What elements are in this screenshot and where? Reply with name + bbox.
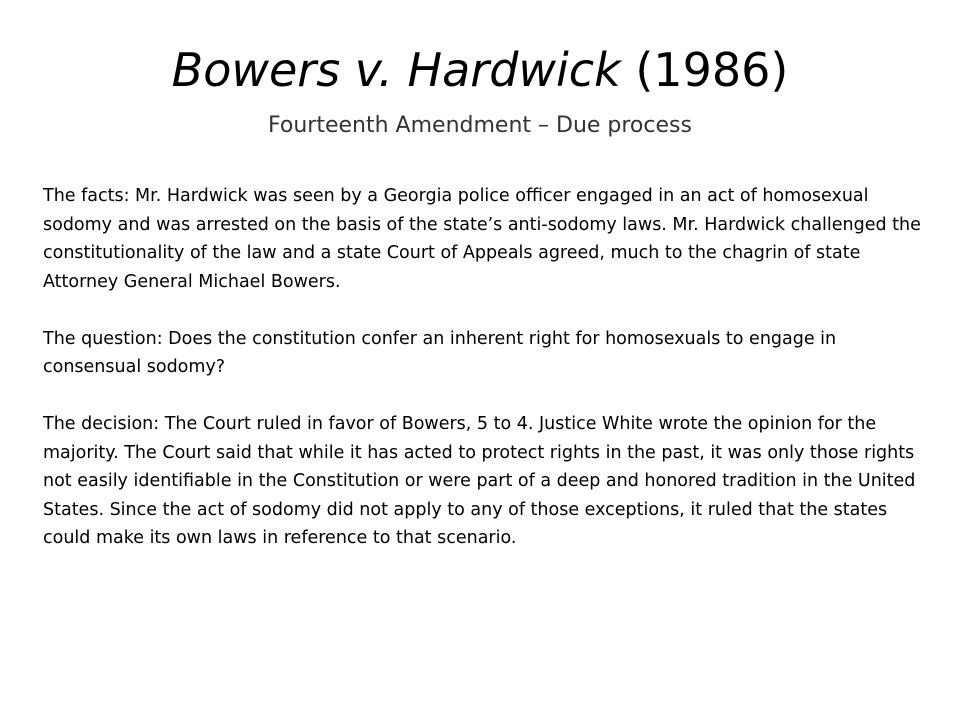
slide-subtitle: Fourteenth Amendment – Due process bbox=[268, 113, 692, 138]
title-case-name: Bowers v. Hardwick bbox=[171, 43, 621, 97]
question-paragraph: The question: Does the constitution confer an inherent right for homosexuals to engage in consensual sodomy? bbox=[43, 328, 837, 377]
title-year: (1986) bbox=[620, 43, 789, 97]
facts-paragraph: The facts: Mr. Hardwick was seen by a Georgia police officer engaged in an act of homosexual sodomy and was arrested on the basis of the state’s anti-sodomy laws. Mr. Hardwick challenged the constitutionality of the law and a state Court of Appeals agreed, much to the chagrin of state Attorney General Michael Bowers. bbox=[43, 186, 921, 292]
decision-paragraph: The decision: The Court ruled in favor of Bowers, 5 to 4. Justice White wrote the opinion for the majority. The Court said that while it has acted to protect rights in the past, it was only those rights not easily identifiable in the Constitution or were part of a deep and honored tradition in the United States. Since the act of sodomy did not apply to any of those exceptions, it ruled that the states could make its own laws in reference to that scenario. bbox=[43, 414, 916, 548]
slide-body bbox=[43, 182, 923, 553]
slide-title bbox=[0, 40, 960, 100]
